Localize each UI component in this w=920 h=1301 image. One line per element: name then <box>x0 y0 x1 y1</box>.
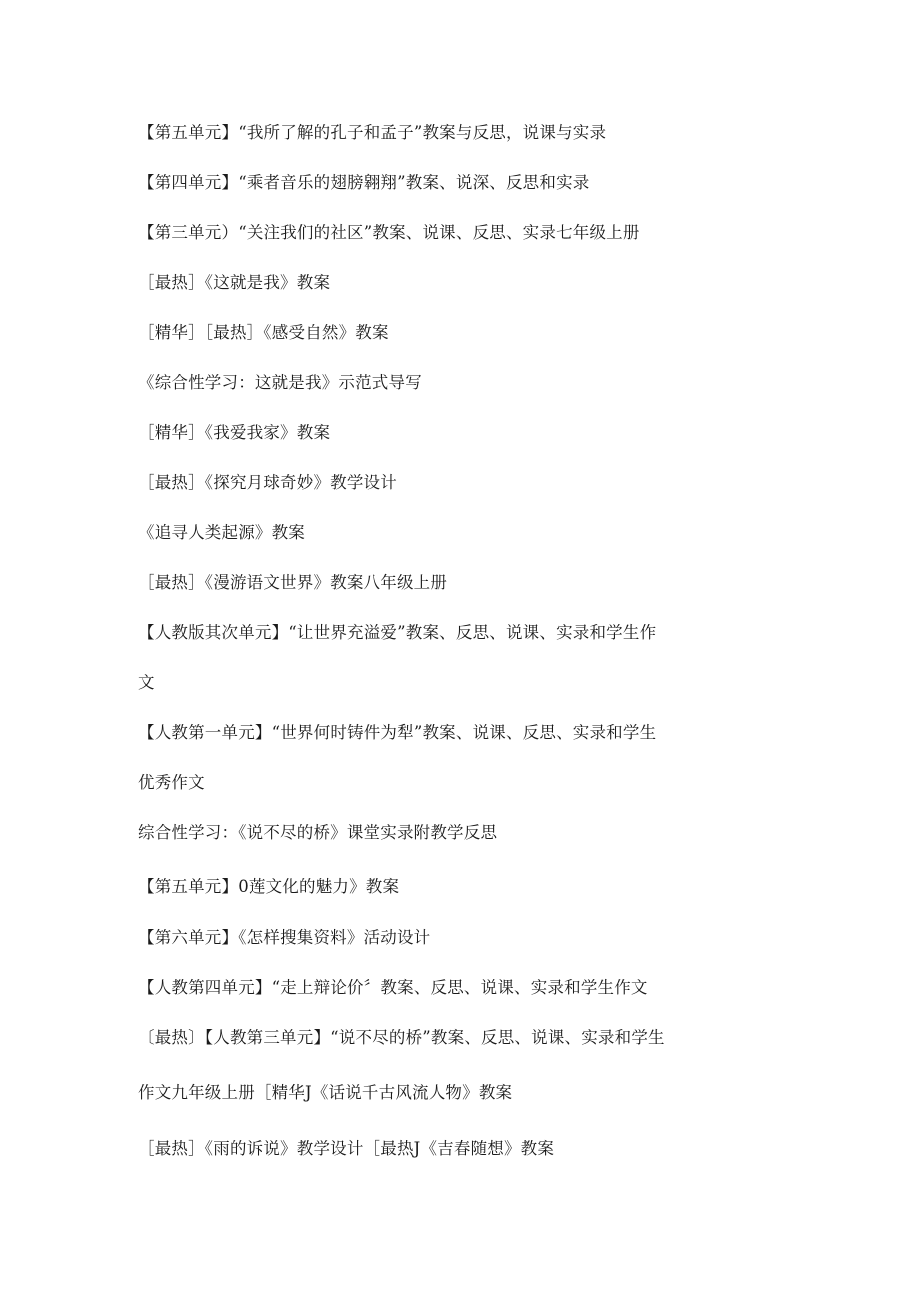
text-line: 优秀作文 <box>138 773 205 792</box>
text-line: 〔最热〕【人教第三单元】“说不尽的桥”教案、反思、说课、实录和学生 <box>138 1028 665 1047</box>
text-line: 【第五单元】0莲文化的魅力》教案 <box>138 877 400 896</box>
text-line: 【人教版其次单元】“让世界充溢爱”教案、反思、说课、实录和学生作 <box>138 623 657 642</box>
text-line: 【第五单元】“我所了解的孔子和孟子”教案与反思，说课与实录 <box>138 123 607 142</box>
text-line: ［精华］［最热］《感受自然》教案 <box>138 323 389 342</box>
text-line: 文 <box>138 673 155 692</box>
text-line: ［精华］《我爱我家》教案 <box>138 423 331 442</box>
text-line: 综合性学习：《说不尽的桥》课堂实录附教学反思 <box>138 823 498 842</box>
text-line: ［最热］《这就是我》教案 <box>138 273 331 292</box>
text-line: 作文九年级上册［精华J《话说千古风流人物》教案 <box>138 1083 513 1102</box>
text-line: 【人教第一单元】“世界何时铸件为犁”教案、说课、反思、实录和学生 <box>138 723 657 742</box>
text-line: 【第六单元】《怎样搜集资料》活动设计 <box>138 928 431 947</box>
text-line: 【人教第四单元】“走上辩论价〞教案、反思、说课、实录和学生作文 <box>138 978 648 997</box>
text-line: ［最热］《雨的诉说》教学设计［最热J《吉春随想》教案 <box>138 1139 555 1158</box>
text-line: 《追寻人类起源》教案 <box>138 523 305 542</box>
text-line: 《综合性学习：这就是我》示范式导写 <box>138 373 422 392</box>
text-line: ［最热］《探究月球奇妙》教学设计 <box>138 473 397 492</box>
text-line: ［最热］《漫游语文世界》教案八年级上册 <box>138 573 448 592</box>
text-line: 【第三单元）“关注我们的社区”教案、说课、反思、实录七年级上册 <box>138 223 640 242</box>
text-line: 【第四单元】“乘者音乐的翅膀翱翔”教案、说深、反思和实录 <box>138 173 590 192</box>
